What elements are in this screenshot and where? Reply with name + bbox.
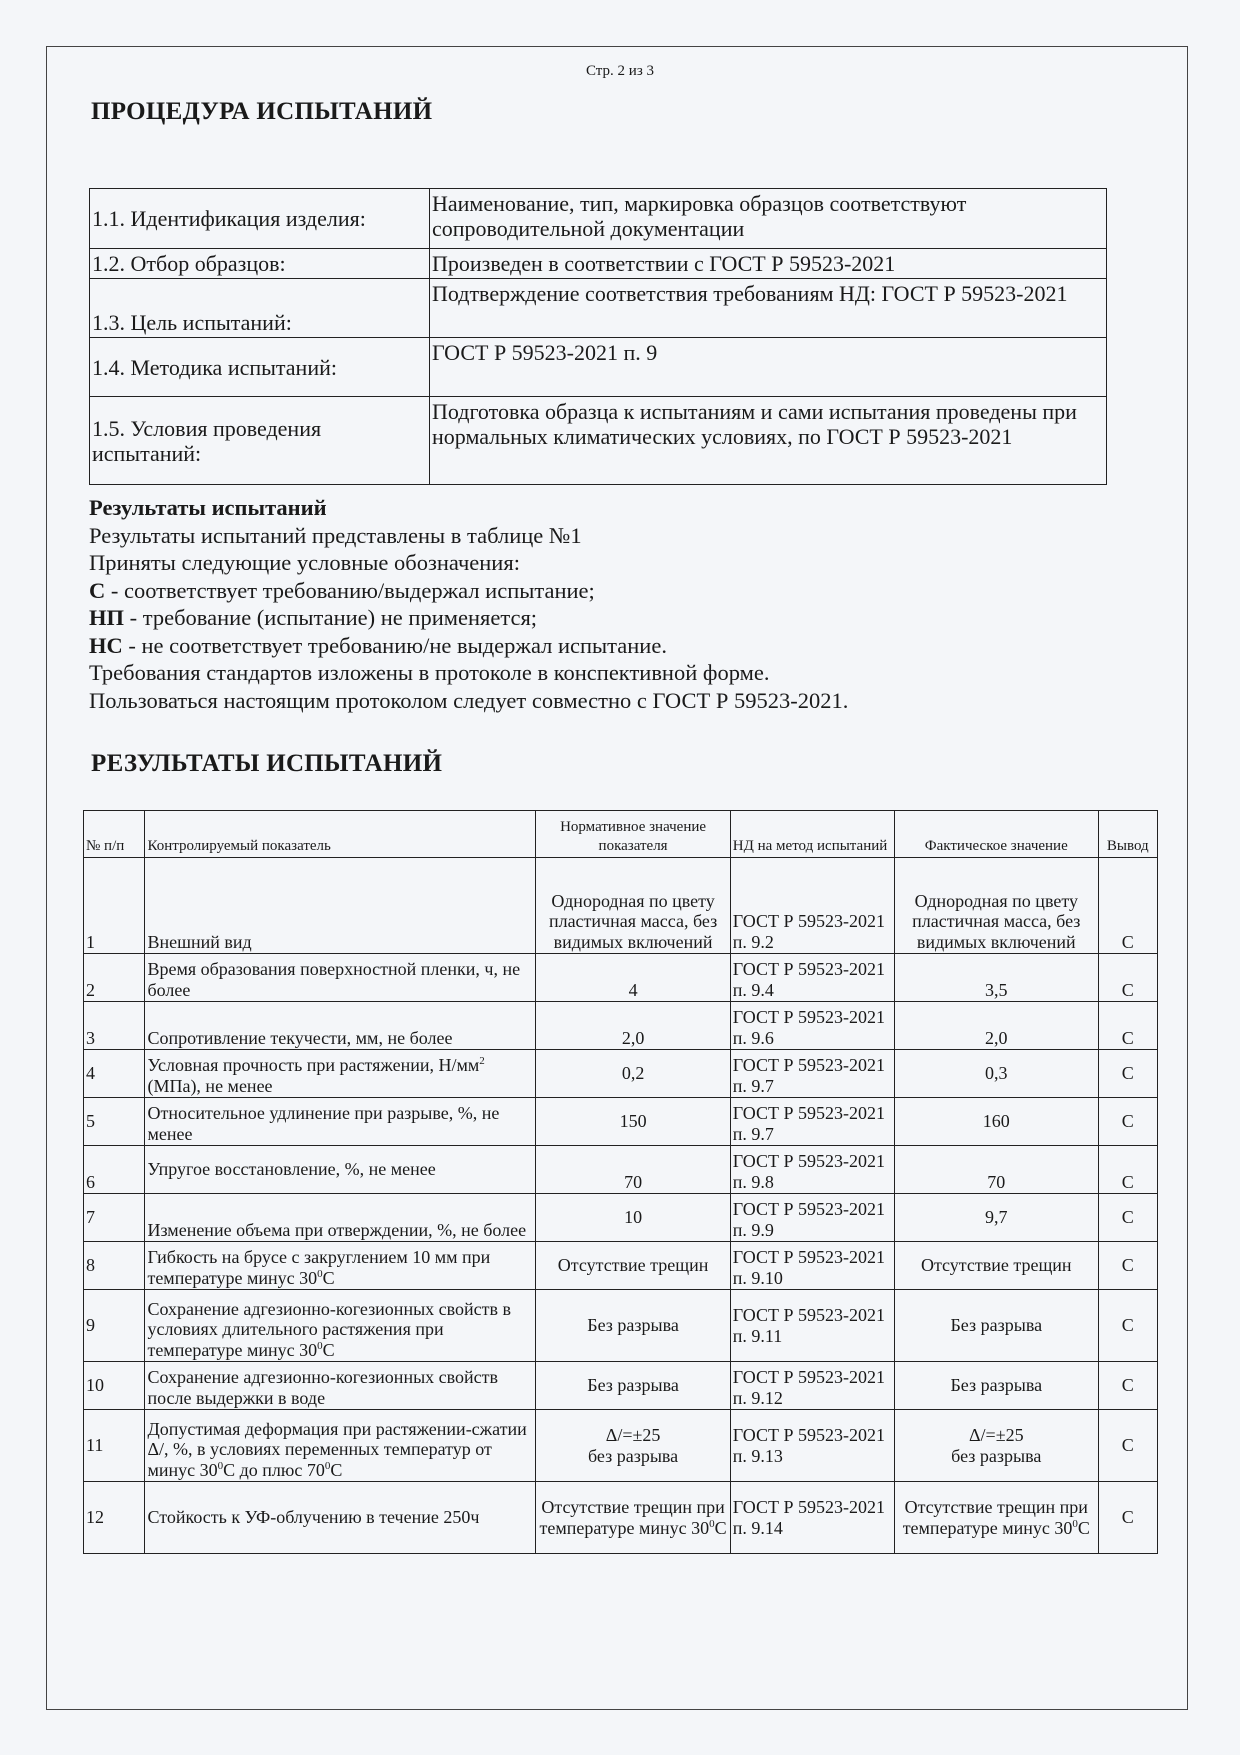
param-sup: 0 <box>317 1339 323 1352</box>
cell-verdict: С <box>1098 1098 1157 1146</box>
cell-norm: 4 <box>536 954 730 1002</box>
header-fact: Фактическое значение <box>895 811 1099 858</box>
procedure-row <box>90 397 1107 485</box>
cell-norm: Без разрыва <box>536 1290 730 1362</box>
fact-text: Отсутствие трещин при температуре минус 30 <box>902 1497 1088 1538</box>
table-row <box>84 954 1158 1002</box>
table-row <box>84 1050 1158 1098</box>
param-text: (МПа), не менее <box>147 1075 273 1096</box>
results-title: РЕЗУЛЬТАТЫ ИСПЫТАНИЙ <box>91 750 443 777</box>
param-text: Сохранение адгезионно-когезионных свойств в условиях длительного растяжения при температуре минус 30 <box>147 1298 512 1360</box>
fact-sup: 0 <box>1072 1517 1078 1530</box>
cell-nd: ГОСТ Р 59523-2021 п. 9.4 <box>730 954 894 1002</box>
table-row <box>84 1194 1158 1242</box>
cell-param: Время образования поверхностной пленки, ч, не более <box>145 954 536 1002</box>
cell-num: 11 <box>84 1410 145 1482</box>
cell-num: 2 <box>84 954 145 1002</box>
legend-text: - соответствует требованию/выдержал испытание; <box>105 577 595 603</box>
table-row <box>84 1146 1158 1194</box>
cell-param: Сохранение адгезионно-когезионных свойств после выдержки в воде <box>145 1362 536 1410</box>
param-sup: 2 <box>479 1055 485 1067</box>
procedure-value: Подтверждение соответствия требованиям НД: ГОСТ Р 59523-2021 <box>430 279 1107 338</box>
cell-norm: Без разрыва <box>536 1362 730 1410</box>
procedure-value: ГОСТ Р 59523-2021 п. 9 <box>430 338 1107 397</box>
norm-line: без разрыва <box>587 1445 679 1466</box>
cell-param: Стойкость к УФ-облучению в течение 250ч <box>145 1482 536 1554</box>
cell-nd: ГОСТ Р 59523-2021 п. 9.2 <box>730 858 894 954</box>
legend-nc <box>89 632 1149 660</box>
cell-num: 4 <box>84 1050 145 1098</box>
fact-line: без разрыва <box>951 1445 1042 1466</box>
param-text: Допустимая деформация при растяжении-сжатии Δ/, %, в условиях переменных температур от минус 30 <box>147 1418 527 1480</box>
results-line: Требования стандартов изложены в протоколе в конспективной форме. <box>89 660 770 685</box>
cell-fact: 0,3 <box>895 1050 1099 1098</box>
cell-param: Внешний вид <box>145 858 536 954</box>
procedure-row <box>90 279 1107 338</box>
procedure-key: 1.5. Условия проведения испытаний: <box>90 397 430 485</box>
cell-verdict: С <box>1098 1362 1157 1410</box>
procedure-key: 1.2. Отбор образцов: <box>90 249 430 279</box>
cell-num: 10 <box>84 1362 145 1410</box>
table-row <box>84 1362 1158 1410</box>
param-text: Условная прочность при растяжении, Н/мм <box>147 1055 480 1075</box>
cell-verdict: С <box>1098 1194 1157 1242</box>
cell-verdict: С <box>1098 1242 1157 1290</box>
cell-norm: Отсутствие трещин <box>536 1242 730 1290</box>
table-header-row <box>84 811 1158 858</box>
cell-verdict: С <box>1098 954 1157 1002</box>
norm-line: Δ/=±25 <box>605 1425 661 1445</box>
results-line: Пользоваться настоящим протоколом следует совместно с ГОСТ Р 59523-2021. <box>89 687 849 713</box>
cell-param <box>145 1290 536 1362</box>
header-nd: НД на метод испытаний <box>730 811 894 858</box>
procedure-value: Произведен в соответствии с ГОСТ Р 59523-2021 <box>430 249 1107 279</box>
fact-line: Δ/=±25 <box>968 1425 1024 1445</box>
cell-verdict: С <box>1098 1482 1157 1554</box>
table-row <box>84 1098 1158 1146</box>
cell-fact: Отсутствие трещин <box>895 1242 1099 1290</box>
cell-nd: ГОСТ Р 59523-2021 п. 9.12 <box>730 1362 894 1410</box>
param-text: С <box>330 1459 343 1480</box>
legend-text: - требование (испытание) не применяется; <box>124 605 538 630</box>
cell-num: 12 <box>84 1482 145 1554</box>
cell-num: 1 <box>84 858 145 954</box>
procedure-key: 1.3. Цель испытаний: <box>90 279 430 338</box>
param-sup: 0 <box>217 1459 224 1472</box>
page-number: Стр. 2 из 3 <box>586 63 654 79</box>
norm-text: Отсутствие трещин при температуре минус 30 <box>539 1497 725 1538</box>
cell-verdict: С <box>1098 1410 1157 1482</box>
cell-num: 9 <box>84 1290 145 1362</box>
cell-norm <box>536 1410 730 1482</box>
cell-verdict: С <box>1098 1146 1157 1194</box>
legend-c <box>89 577 1149 605</box>
cell-fact: 2,0 <box>895 1002 1099 1050</box>
cell-fact: Без разрыва <box>895 1362 1099 1410</box>
cell-num: 5 <box>84 1098 145 1146</box>
cell-fact: Однородная по цвету пластичная масса, без видимых включений <box>895 858 1099 954</box>
cell-param: Сопротивление текучести, мм, не более <box>145 1002 536 1050</box>
cell-norm: 2,0 <box>536 1002 730 1050</box>
cell-nd: ГОСТ Р 59523-2021 п. 9.10 <box>730 1242 894 1290</box>
cell-nd: ГОСТ Р 59523-2021 п. 9.9 <box>730 1194 894 1242</box>
cell-param: Упругое восстановление, %, не менее <box>145 1146 536 1194</box>
table-row <box>84 858 1158 954</box>
cell-verdict: С <box>1098 858 1157 954</box>
legend-abbr: НС <box>89 632 123 658</box>
procedure-key: 1.1. Идентификация изделия: <box>90 189 430 249</box>
cell-nd: ГОСТ Р 59523-2021 п. 9.7 <box>730 1098 894 1146</box>
fact-text: С <box>1077 1517 1090 1538</box>
procedure-table <box>89 188 1107 485</box>
cell-param: Относительное удлинение при разрыве, %, не менее <box>145 1098 536 1146</box>
param-sup: 0 <box>317 1267 323 1280</box>
cell-fact <box>895 1410 1099 1482</box>
param-text: С до плюс 70 <box>223 1459 325 1480</box>
header-param: Контролируемый показатель <box>145 811 536 858</box>
cell-fact: 9,7 <box>895 1194 1099 1242</box>
legend-abbr: НП <box>89 605 125 630</box>
header-norm: Нормативное значение показателя <box>536 811 730 858</box>
cell-norm: 10 <box>536 1194 730 1242</box>
table-row <box>84 1410 1158 1482</box>
legend-abbr: С <box>89 577 106 603</box>
cell-norm <box>536 1482 730 1554</box>
cell-num: 3 <box>84 1002 145 1050</box>
cell-num: 6 <box>84 1146 145 1194</box>
cell-fact: 3,5 <box>895 954 1099 1002</box>
cell-num: 7 <box>84 1194 145 1242</box>
cell-param <box>145 1410 536 1482</box>
legend-np <box>89 604 1149 632</box>
cell-param: Изменение объема при отверждении, %, не более <box>145 1194 536 1242</box>
cell-nd: ГОСТ Р 59523-2021 п. 9.6 <box>730 1002 894 1050</box>
results-table <box>83 810 1158 1554</box>
param-sup: 0 <box>324 1459 331 1472</box>
procedure-value: Наименование, тип, маркировка образцов соответствуют сопроводительной документации <box>430 189 1107 249</box>
cell-num: 8 <box>84 1242 145 1290</box>
cell-param <box>145 1242 536 1290</box>
param-text: С <box>322 1267 335 1288</box>
procedure-row <box>90 249 1107 279</box>
norm-sup: 0 <box>709 1517 715 1530</box>
cell-fact <box>895 1482 1099 1554</box>
results-line: Приняты следующие условные обозначения: <box>89 550 520 575</box>
table-row <box>84 1290 1158 1362</box>
cell-fact: 70 <box>895 1146 1099 1194</box>
procedure-value: Подготовка образца к испытаниям и сами испытания проведены при нормальных климатических условиях, по ГОСТ Р 59523-2021 <box>430 397 1107 485</box>
param-text: С <box>322 1339 335 1360</box>
cell-norm: Однородная по цвету пластичная масса, без видимых включений <box>536 858 730 954</box>
cell-nd: ГОСТ Р 59523-2021 п. 9.11 <box>730 1290 894 1362</box>
results-notes <box>89 494 1149 714</box>
cell-nd: ГОСТ Р 59523-2021 п. 9.8 <box>730 1146 894 1194</box>
procedure-row <box>90 338 1107 397</box>
legend-text: - не соответствует требованию/не выдержал испытание. <box>122 632 667 658</box>
cell-verdict: С <box>1098 1050 1157 1098</box>
procedure-row <box>90 189 1107 249</box>
cell-nd: ГОСТ Р 59523-2021 п. 9.13 <box>730 1410 894 1482</box>
cell-fact: Без разрыва <box>895 1290 1099 1362</box>
cell-norm: 150 <box>536 1098 730 1146</box>
cell-nd: ГОСТ Р 59523-2021 п. 9.7 <box>730 1050 894 1098</box>
table-row <box>84 1002 1158 1050</box>
cell-fact: 160 <box>895 1098 1099 1146</box>
procedure-key: 1.4. Методика испытаний: <box>90 338 430 397</box>
cell-verdict: С <box>1098 1002 1157 1050</box>
cell-nd: ГОСТ Р 59523-2021 п. 9.14 <box>730 1482 894 1554</box>
norm-text: С <box>714 1517 727 1538</box>
table-row <box>84 1482 1158 1554</box>
cell-param <box>145 1050 536 1098</box>
table-row <box>84 1242 1158 1290</box>
results-line: Результаты испытаний представлены в таблице №1 <box>89 522 582 548</box>
cell-verdict: С <box>1098 1290 1157 1362</box>
results-heading: Результаты испытаний <box>89 495 327 520</box>
procedure-title: ПРОЦЕДУРА ИСПЫТАНИЙ <box>91 98 433 125</box>
cell-norm: 0,2 <box>536 1050 730 1098</box>
param-text: Гибкость на брусе с закруглением 10 мм при температуре минус 30 <box>147 1247 491 1288</box>
header-verdict: Вывод <box>1098 811 1157 858</box>
header-num: № п/п <box>84 811 145 858</box>
cell-norm: 70 <box>536 1146 730 1194</box>
